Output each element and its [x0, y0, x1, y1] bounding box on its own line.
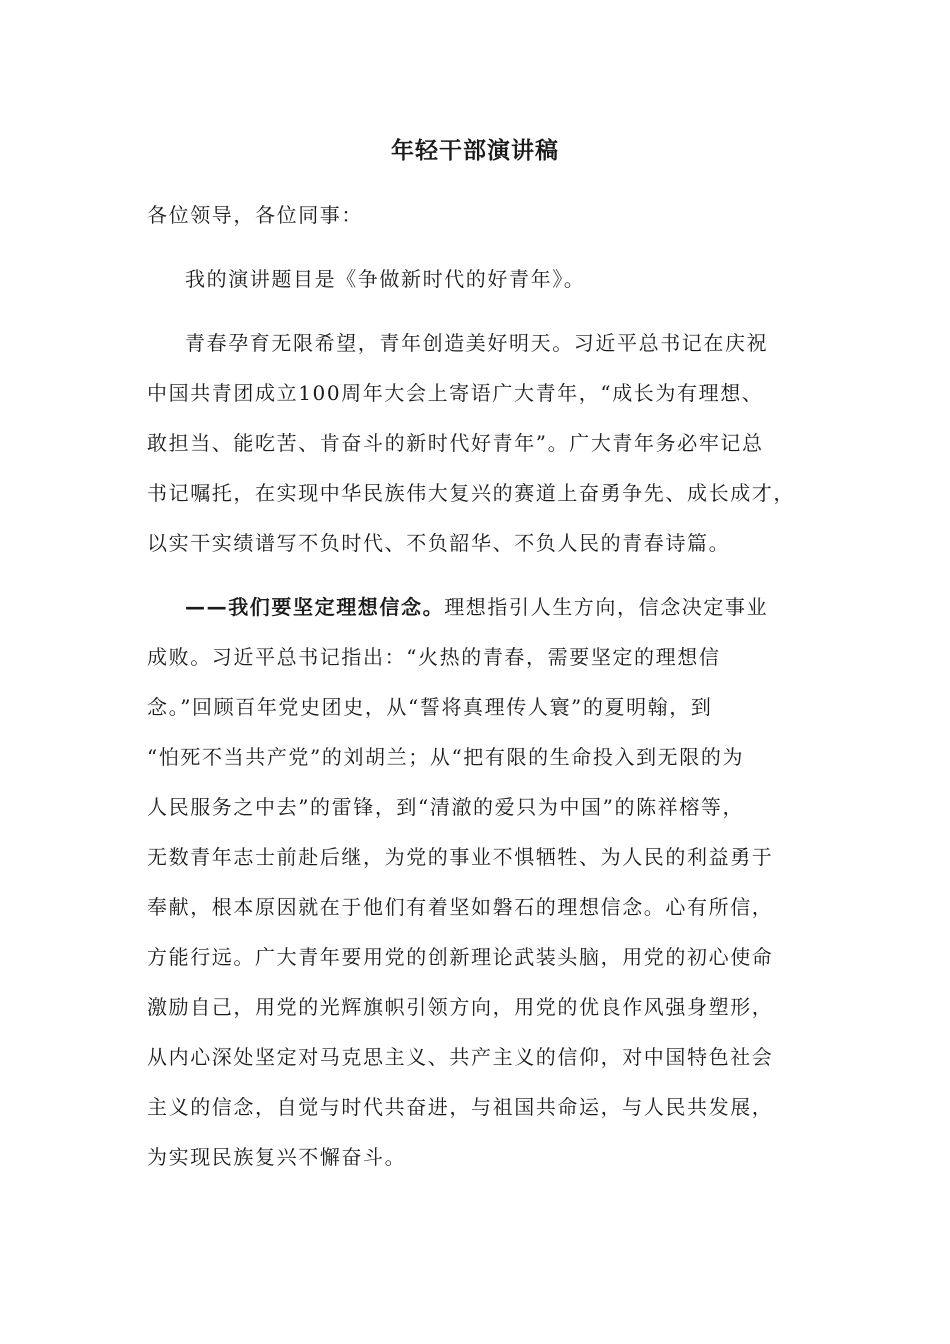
paragraph-line: 无数青年志士前赴后继，为党的事业不惧牺牲、为人民的利益勇于 [147, 845, 774, 869]
paragraph-line: 成败。习近平总书记指出：“火热的青春，需要坚定的理想信 [147, 645, 721, 669]
paragraph-line: 人民服务之中去”的雷锋，到“清澈的爱只为中国”的陈祥榕等， [147, 795, 745, 819]
paragraph-line: 方能行远。广大青年要用党的创新理论武装头脑，用党的初心使命 [147, 945, 774, 969]
section-heading: ——我们要坚定理想信念。 [185, 595, 445, 619]
paragraph-line: 以实干实绩谱写不负时代、不负韶华、不负人民的青春诗篇。 [147, 531, 731, 555]
paragraph-line: “怕死不当共产党”的刘胡兰；从“把有限的生命投入到无限的为 [147, 745, 745, 769]
paragraph-line: 从内心深处坚定对马克思主义、共产主义的信仰，对中国特色社会 [147, 1045, 774, 1069]
paragraph-ideals [147, 592, 812, 1192]
paragraph-line: 奉献，根本原因就在于他们有着坚如磐石的理想信念。心有所信， [147, 895, 774, 919]
document-body [147, 200, 812, 1192]
greeting-line: 各位领导，各位同事： [147, 203, 363, 227]
paragraph-youth [147, 328, 812, 578]
paragraph-line: 中国共青团成立100周年大会上寄语广大青年，“成长为有理想、 [147, 381, 764, 405]
paragraph-line: 书记嘱托，在实现中华民族伟大复兴的赛道上奋勇争先、成长成才， [147, 481, 795, 505]
paragraph-topic: 我的演讲题目是《争做新时代的好青年》。 [185, 267, 586, 291]
paragraph-line: 青春孕育无限希望，青年创造美好明天。习近平总书记在庆祝 [185, 331, 769, 355]
paragraph-line [147, 592, 812, 642]
paragraph-line: 为实现民族复兴不懈奋斗。 [147, 1145, 407, 1169]
paragraph-line-rest: 理想指引人生方向，信念决定事业 [444, 595, 769, 619]
document-title: 年轻干部演讲稿 [391, 138, 559, 164]
paragraph-line: 敢担当、能吃苦、肯奋斗的新时代好青年”。广大青年务必牢记总 [147, 431, 764, 455]
paragraph-line: 激励自己，用党的光辉旗帜引领方向，用党的优良作风强身塑形， [147, 995, 774, 1019]
paragraph-line: 念。”回顾百年党史团史，从“誓将真理传人寰”的夏明翰，到 [147, 695, 713, 719]
paragraph-line: 主义的信念，自觉与时代共奋进，与祖国共命运，与人民共发展， [147, 1095, 774, 1119]
